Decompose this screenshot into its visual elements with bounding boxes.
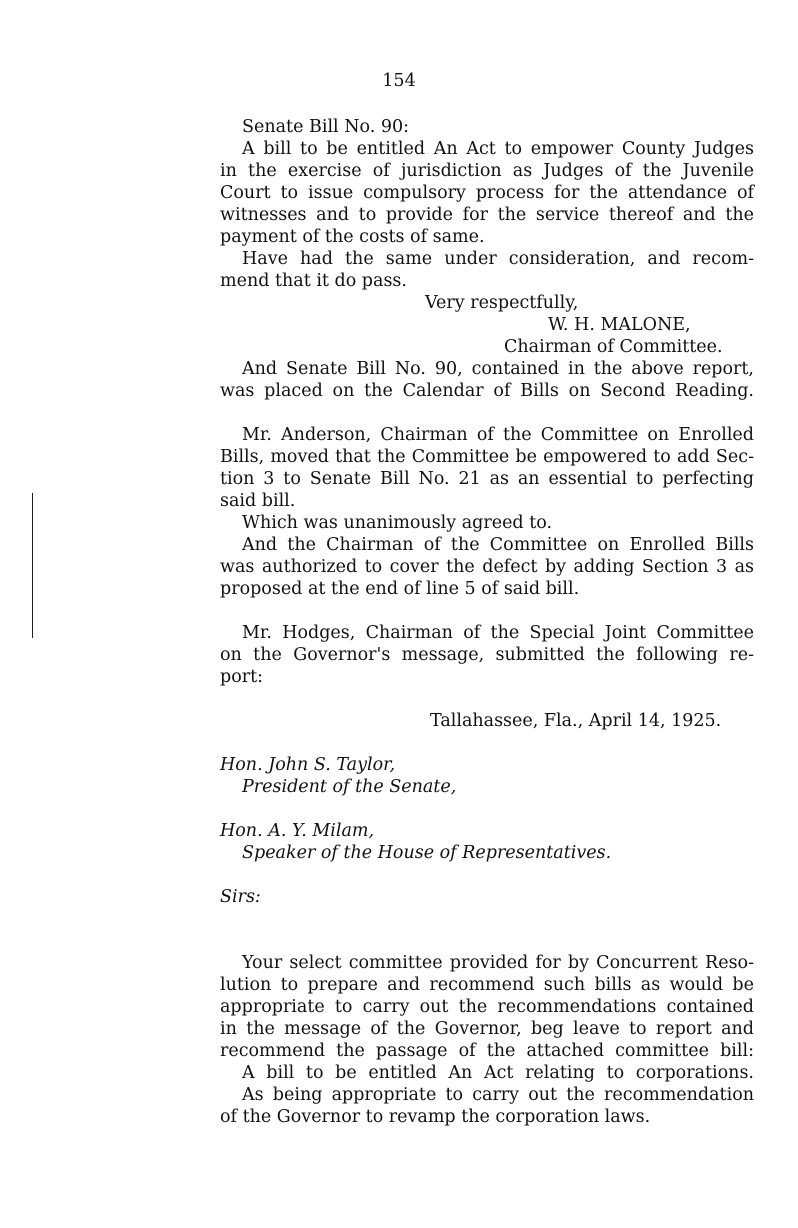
committee-line: appropriate to carry out the recommendations contained [220,997,754,1017]
motion-line: Mr. Anderson, Chairman of the Committee on Enrolled [242,425,754,445]
bill-line: witnesses and to provide for the service thereof and the [220,205,754,225]
motion-line: said bill. [220,491,296,511]
closing: Very respectfully, [425,293,579,313]
signer-title: Chairman of Committee. [504,337,723,357]
committee-line: Your select committee provided for by Concurrent Reso- [242,953,754,973]
scan-margin-line [32,493,33,638]
bill-heading: Senate Bill No. 90: [242,117,410,137]
bill-line: A bill to be entitled An Act to empower County Judges [242,139,754,159]
authorized-line: proposed at the end of line 5 of said bill. [220,579,580,599]
motion-line: Bills, moved that the Committee be empowered to add Sec- [220,447,754,467]
salutation: Sirs: [220,887,261,907]
committee-line: in the message of the Governor, beg leave to report and [220,1019,754,1039]
addressee-name: Hon. John S. Taylor, [220,755,396,775]
addressee-name: Hon. A. Y. Milam, [220,821,375,841]
agreed-line: Which was unanimously agreed to. [242,513,553,533]
hodges-line: Mr. Hodges, Chairman of the Special Joint Committee [242,623,754,643]
appropriate-line: As being appropriate to carry out the recommendation [242,1085,754,1105]
corporations-bill-line: A bill to be entitled An Act relating to corporations. [242,1063,754,1083]
page-number: 154 [382,71,416,91]
bill-line: in the exercise of jurisdiction as Judges of the Juvenile [220,161,754,181]
appropriate-line: of the Governor to revamp the corporation laws. [220,1107,651,1127]
motion-line: tion 3 to Senate Bill No. 21 as an essential to perfecting [220,469,754,489]
hodges-line: port: [220,667,264,687]
dateline: Tallahassee, Fla., April 14, 1925. [430,711,722,731]
consideration-line: mend that it do pass. [220,271,407,291]
addressee-title: President of the Senate, [242,777,457,797]
committee-line: recommend the passage of the attached committee bill: [220,1041,754,1061]
signer-name: W. H. MALONE, [548,315,691,335]
bill-line: Court to issue compulsory process for the attendance of [220,183,754,203]
authorized-line: was authorized to cover the defect by adding Section 3 as [220,557,754,577]
calendar-line: And Senate Bill No. 90, contained in the above report, [242,359,754,379]
calendar-line: was placed on the Calendar of Bills on Second Reading. [220,381,754,401]
consideration-line: Have had the same under consideration, and recom- [242,249,754,269]
addressee-title: Speaker of the House of Representatives. [242,843,612,863]
authorized-line: And the Chairman of the Committee on Enrolled Bills [242,535,754,555]
bill-line: payment of the costs of same. [220,227,485,247]
committee-line: lution to prepare and recommend such bills as would be [220,975,754,995]
hodges-line: on the Governor's message, submitted the following re- [220,645,754,665]
